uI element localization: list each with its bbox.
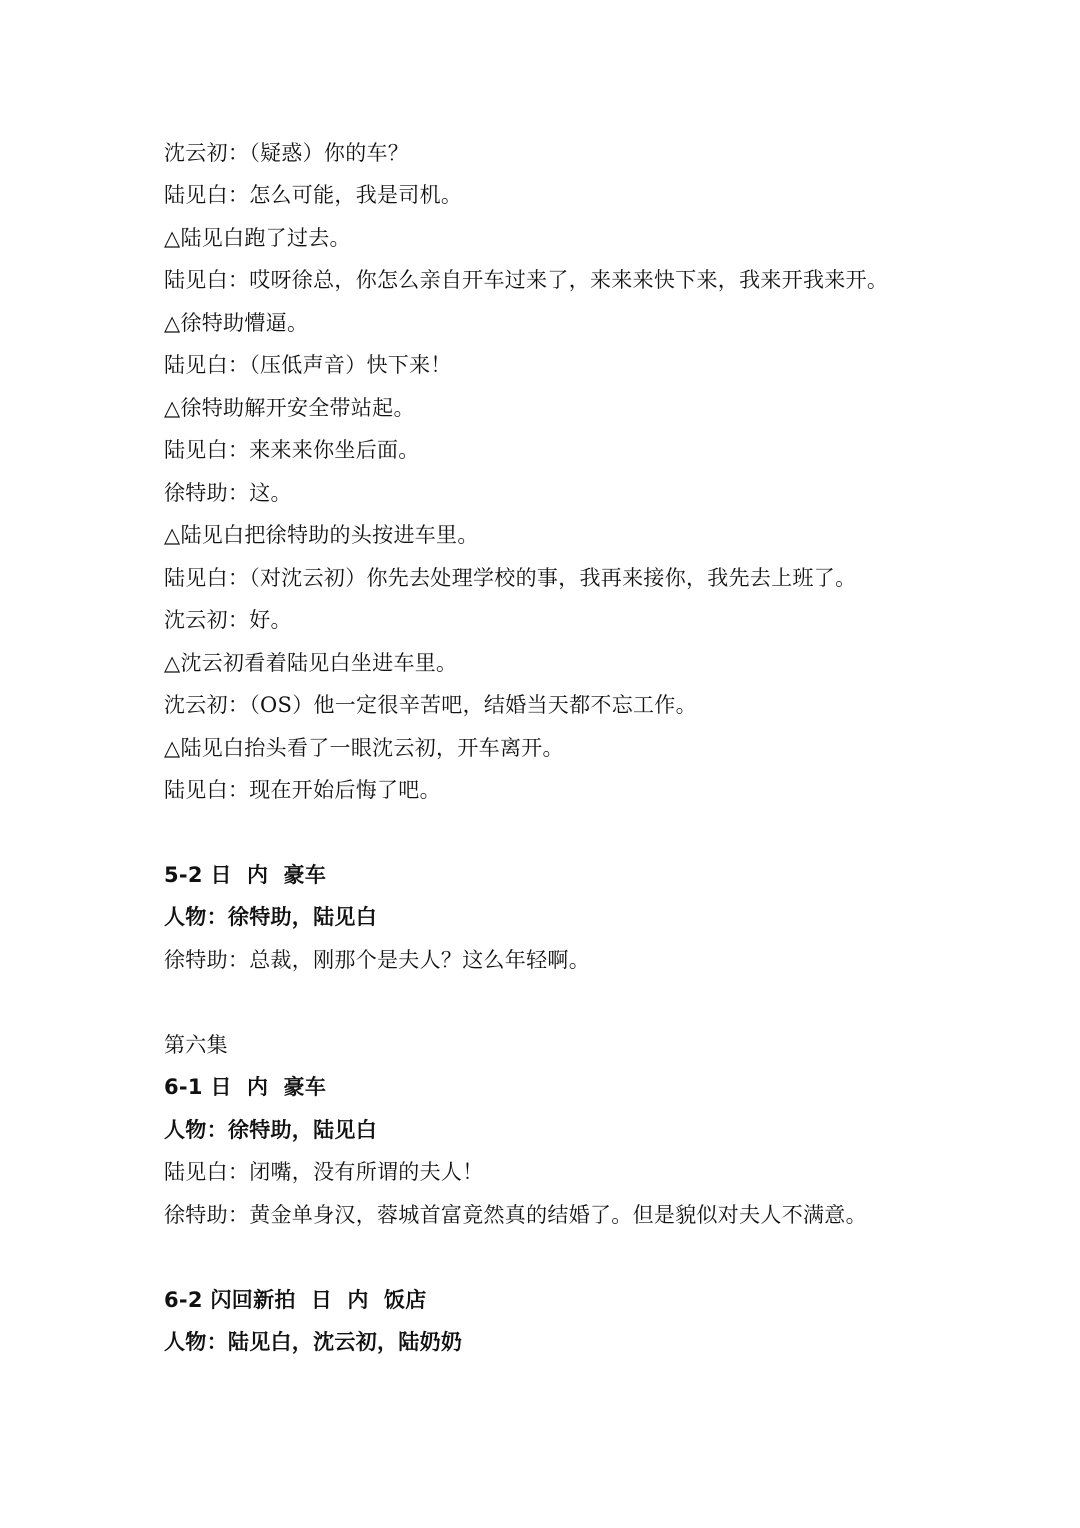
scene-number: 5-2 — [164, 863, 203, 887]
scene-heading-5-2 — [164, 861, 326, 889]
scene-heading-6-1 — [164, 1073, 326, 1101]
scene-number: 6-2 — [164, 1288, 203, 1312]
scene-setting: 日 内 豪车 — [210, 1074, 327, 1099]
script-line: 陆见白：现在开始后悔了吧。 — [164, 778, 441, 802]
script-line: 沈云初：（OS）他一定很辛苦吧，结婚当天都不忘工作。 — [164, 693, 697, 717]
script-line: 陆见白：哎呀徐总，你怎么亲自开车过来了，来来来快下来，我来开我来开。 — [164, 268, 889, 292]
stage-direction: △陆见白把徐特助的头按进车里。 — [164, 523, 479, 547]
script-line: 徐特助：总裁，刚那个是夫人？这么年轻啊。 — [164, 948, 590, 972]
script-line: 沈云初：（疑惑）你的车？ — [164, 141, 410, 165]
scene-heading-6-2 — [164, 1286, 427, 1314]
script-line: 陆见白：（压低声音）快下来！ — [164, 353, 452, 377]
script-line: 陆见白：来来来你坐后面。 — [164, 438, 420, 462]
stage-direction: △陆见白跑了过去。 — [164, 226, 351, 250]
episode-title: 第六集 — [164, 1033, 228, 1057]
script-line: 陆见白：怎么可能，我是司机。 — [164, 183, 463, 207]
script-line: 沈云初：好。 — [164, 608, 292, 632]
scene-number: 6-1 — [164, 1075, 203, 1099]
script-line: 陆见白：（对沈云初）你先去处理学校的事，我再来接你，我先去上班了。 — [164, 566, 857, 590]
stage-direction: △徐特助解开安全带站起。 — [164, 396, 415, 420]
scene-characters: 人物：陆见白，沈云初，陆奶奶 — [164, 1329, 463, 1354]
script-line: 陆见白：闭嘴，没有所谓的夫人！ — [164, 1160, 484, 1184]
scene-characters: 人物：徐特助，陆见白 — [164, 904, 377, 929]
stage-direction: △沈云初看着陆见白坐进车里。 — [164, 651, 458, 675]
stage-direction: △徐特助懵逼。 — [164, 311, 309, 335]
scene-characters: 人物：徐特助，陆见白 — [164, 1117, 377, 1142]
scene-setting: 闪回新拍 日 内 饭店 — [210, 1287, 427, 1312]
script-line: 徐特助：黄金单身汉，蓉城首富竟然真的结婚了。但是貌似对夫人不满意。 — [164, 1203, 867, 1227]
script-line: 徐特助：这。 — [164, 481, 292, 505]
scene-setting: 日 内 豪车 — [210, 862, 327, 887]
stage-direction: △陆见白抬头看了一眼沈云初，开车离开。 — [164, 736, 564, 760]
